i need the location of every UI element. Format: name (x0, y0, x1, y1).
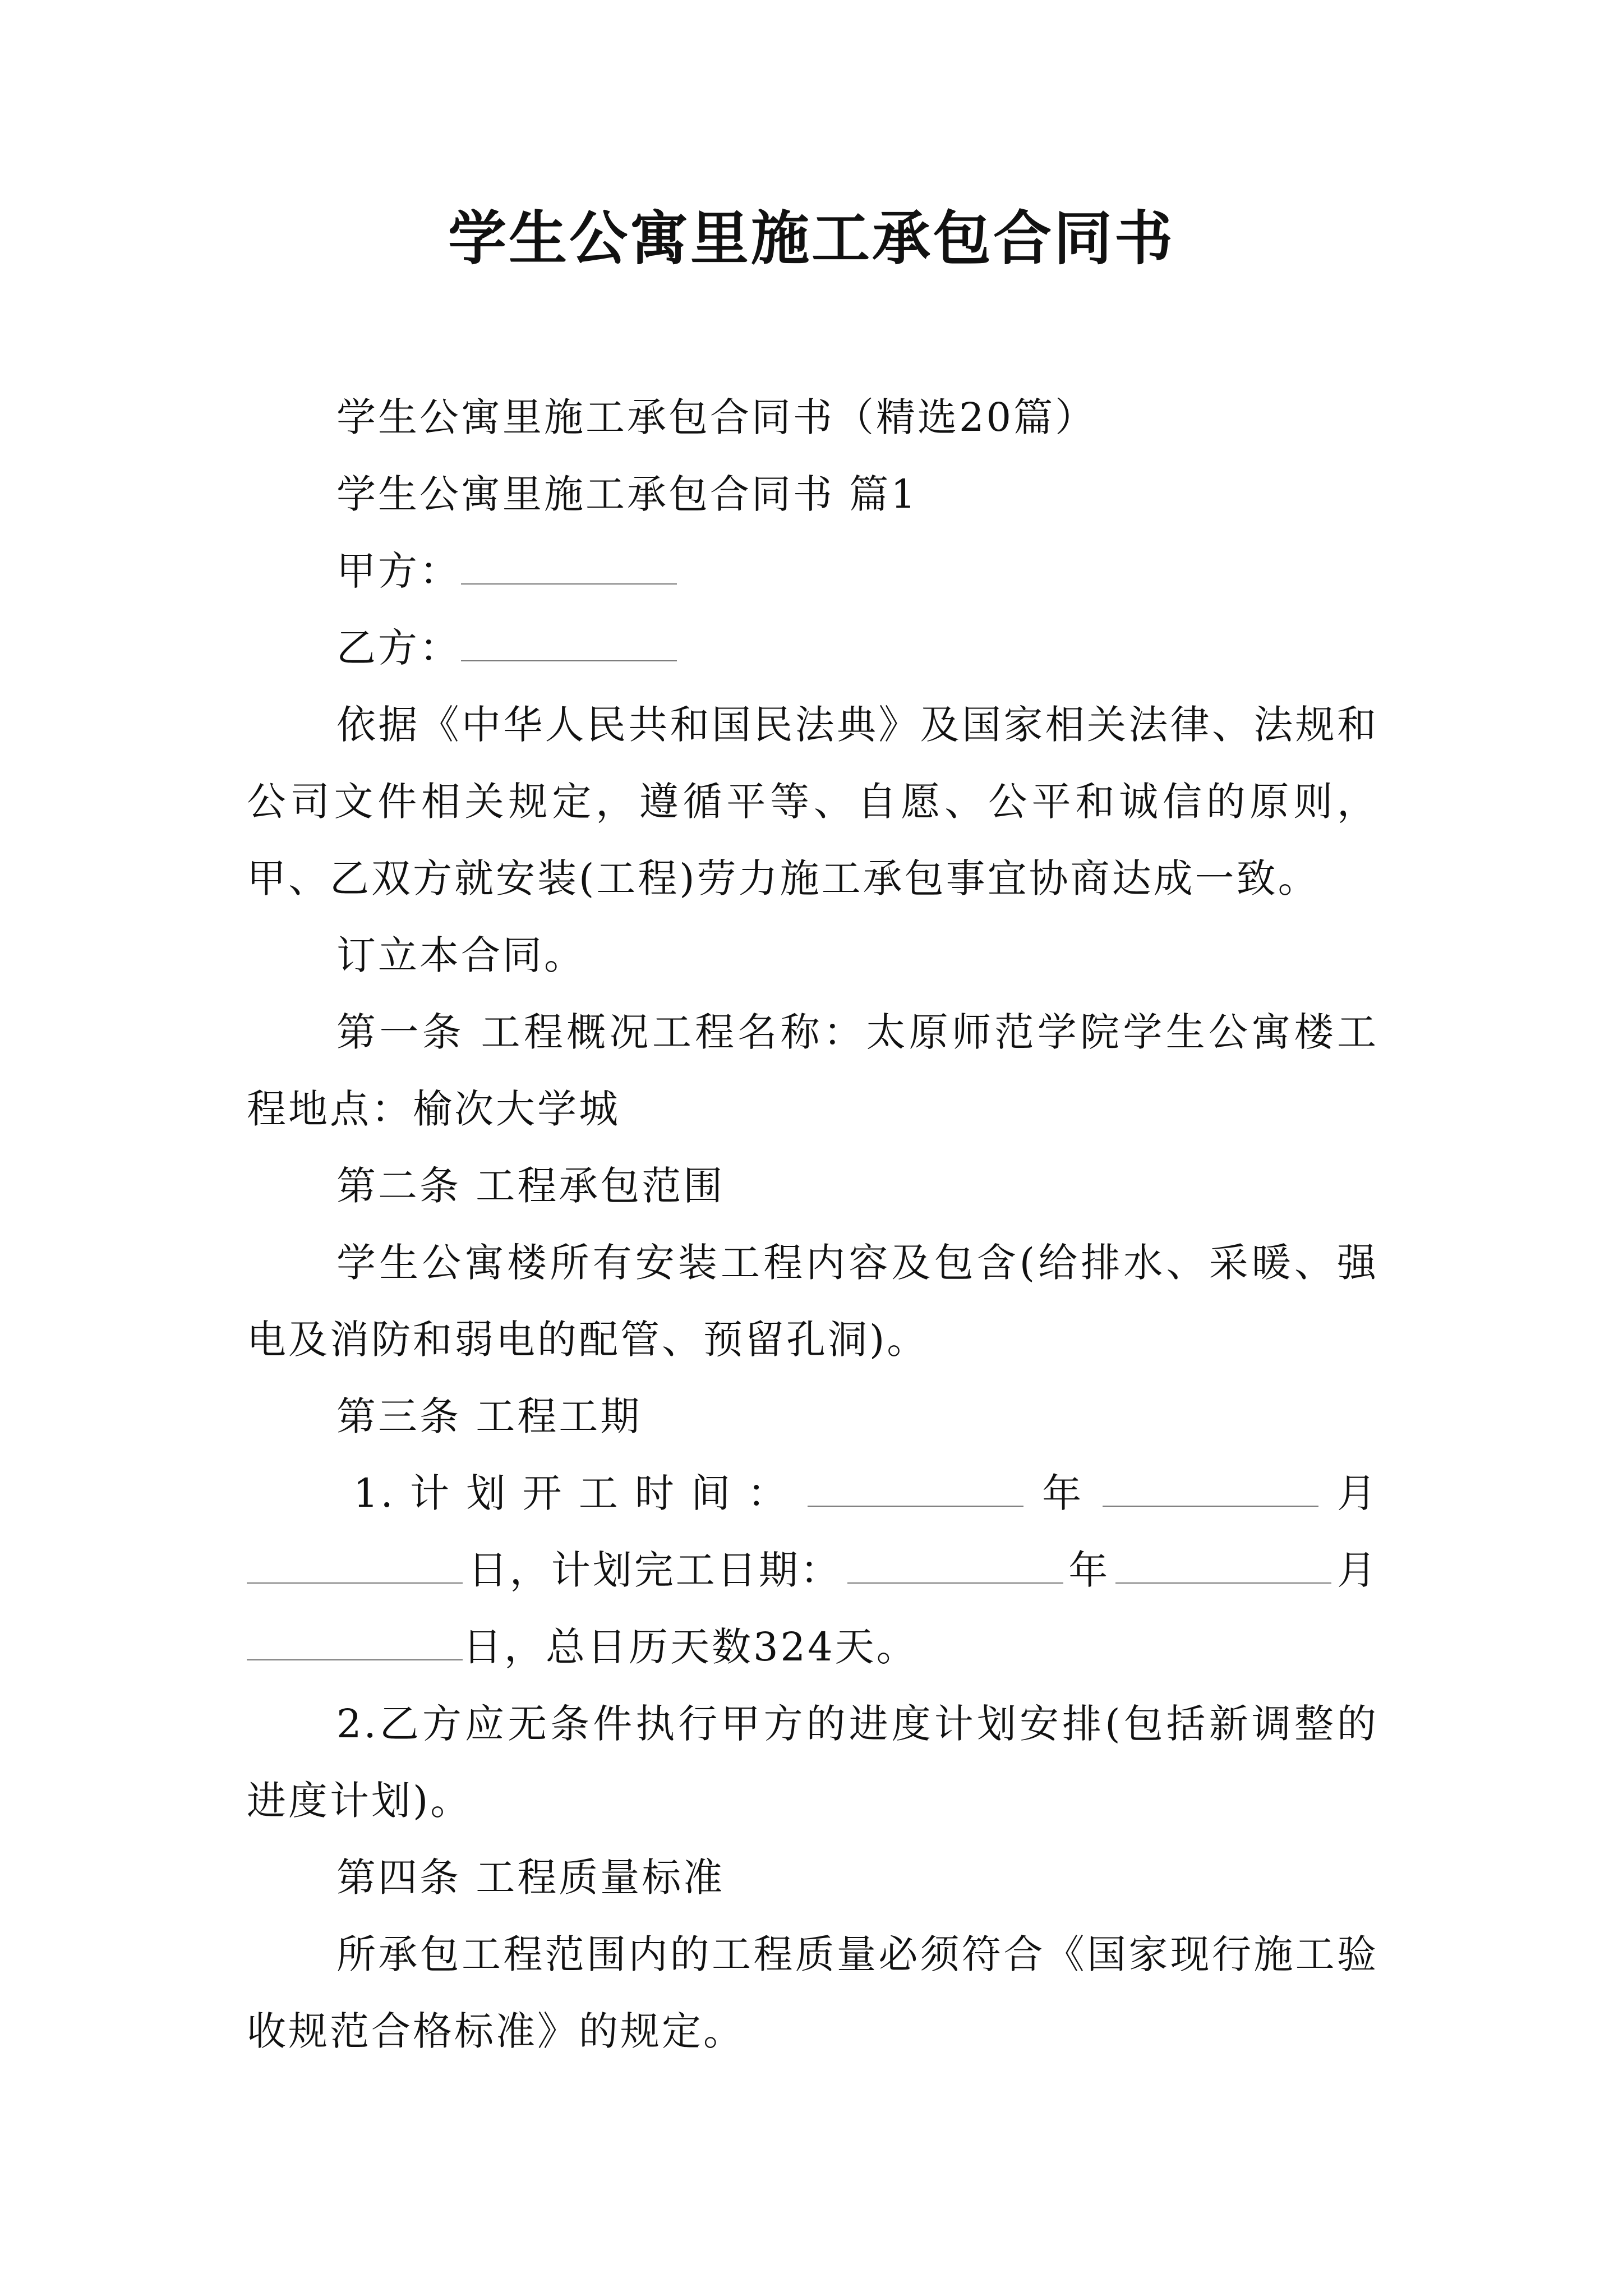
schedule-start-label: 1. 计 划 开 工 时 间 ： (353, 1470, 789, 1516)
article-4-body: 所承包工程范围内的工程质量必须符合《国家现行施工验收规范合格标准》的规定。 (247, 1931, 1378, 2054)
party-a-blank (461, 552, 677, 585)
party-b-blank (461, 629, 677, 661)
end-day-blank (247, 1628, 463, 1660)
schedule-line-2 (247, 1532, 1378, 1609)
start-month-blank (1103, 1474, 1318, 1507)
document-title: 学生公寓里施工承包合同书 (448, 204, 1175, 273)
schedule-line-3 (247, 1609, 1378, 1686)
paragraph-basis: 依据《中华人民共和国民法典》及国家相关法律、法规和公司文件相关规定，遵循平等、自愿、公平和诚信的原则，甲、乙双方就安装(工程)劳力施工承包事宜协商达成一致。 (247, 702, 1378, 901)
party-a-line (247, 533, 1378, 610)
article-1: 第一条 工程概况工程名称：太原师范学院学生公寓楼工程地点：榆次大学城 (247, 1009, 1378, 1132)
schedule-end-label: 日，计划完工日期： (468, 1547, 842, 1593)
paragraph-progress: 2.乙方应无条件执行甲方的进度计划安排(包括新调整的进度计划)。 (247, 1701, 1378, 1824)
start-year-blank (808, 1474, 1023, 1507)
party-b-line (247, 610, 1378, 687)
schedule-line-1 (247, 1455, 1378, 1532)
article-3-title: 第三条 工程工期 (336, 1393, 642, 1439)
article-2-title: 第二条 工程承包范围 (336, 1163, 725, 1209)
end-year-blank (847, 1551, 1063, 1584)
article-2-body: 学生公寓楼所有安装工程内容及包含(给排水、采暖、强电及消防和弱电的配管、预留孔洞)。 (247, 1240, 1378, 1363)
schedule-month2-label: 月 (1336, 1547, 1378, 1593)
schedule-month-label: 月 (1336, 1470, 1378, 1516)
subtitle-line: 学生公寓里施工承包合同书（精选20篇） (336, 394, 1097, 440)
document-body (247, 379, 1378, 2070)
start-day-blank (247, 1551, 463, 1584)
party-a-label: 甲方： (336, 548, 461, 594)
paragraph-sign: 订立本合同。 (336, 932, 585, 978)
article-4-title: 第四条 工程质量标准 (336, 1855, 725, 1901)
chapter-heading: 学生公寓里施工承包合同书 篇1 (336, 471, 918, 517)
end-month-blank (1115, 1551, 1331, 1584)
schedule-year2-label: 年 (1068, 1547, 1110, 1593)
schedule-total-label: 日，总日历天数324天。 (463, 1624, 918, 1670)
schedule-year-label: 年 (1042, 1470, 1084, 1516)
party-b-label: 乙方： (336, 625, 461, 671)
